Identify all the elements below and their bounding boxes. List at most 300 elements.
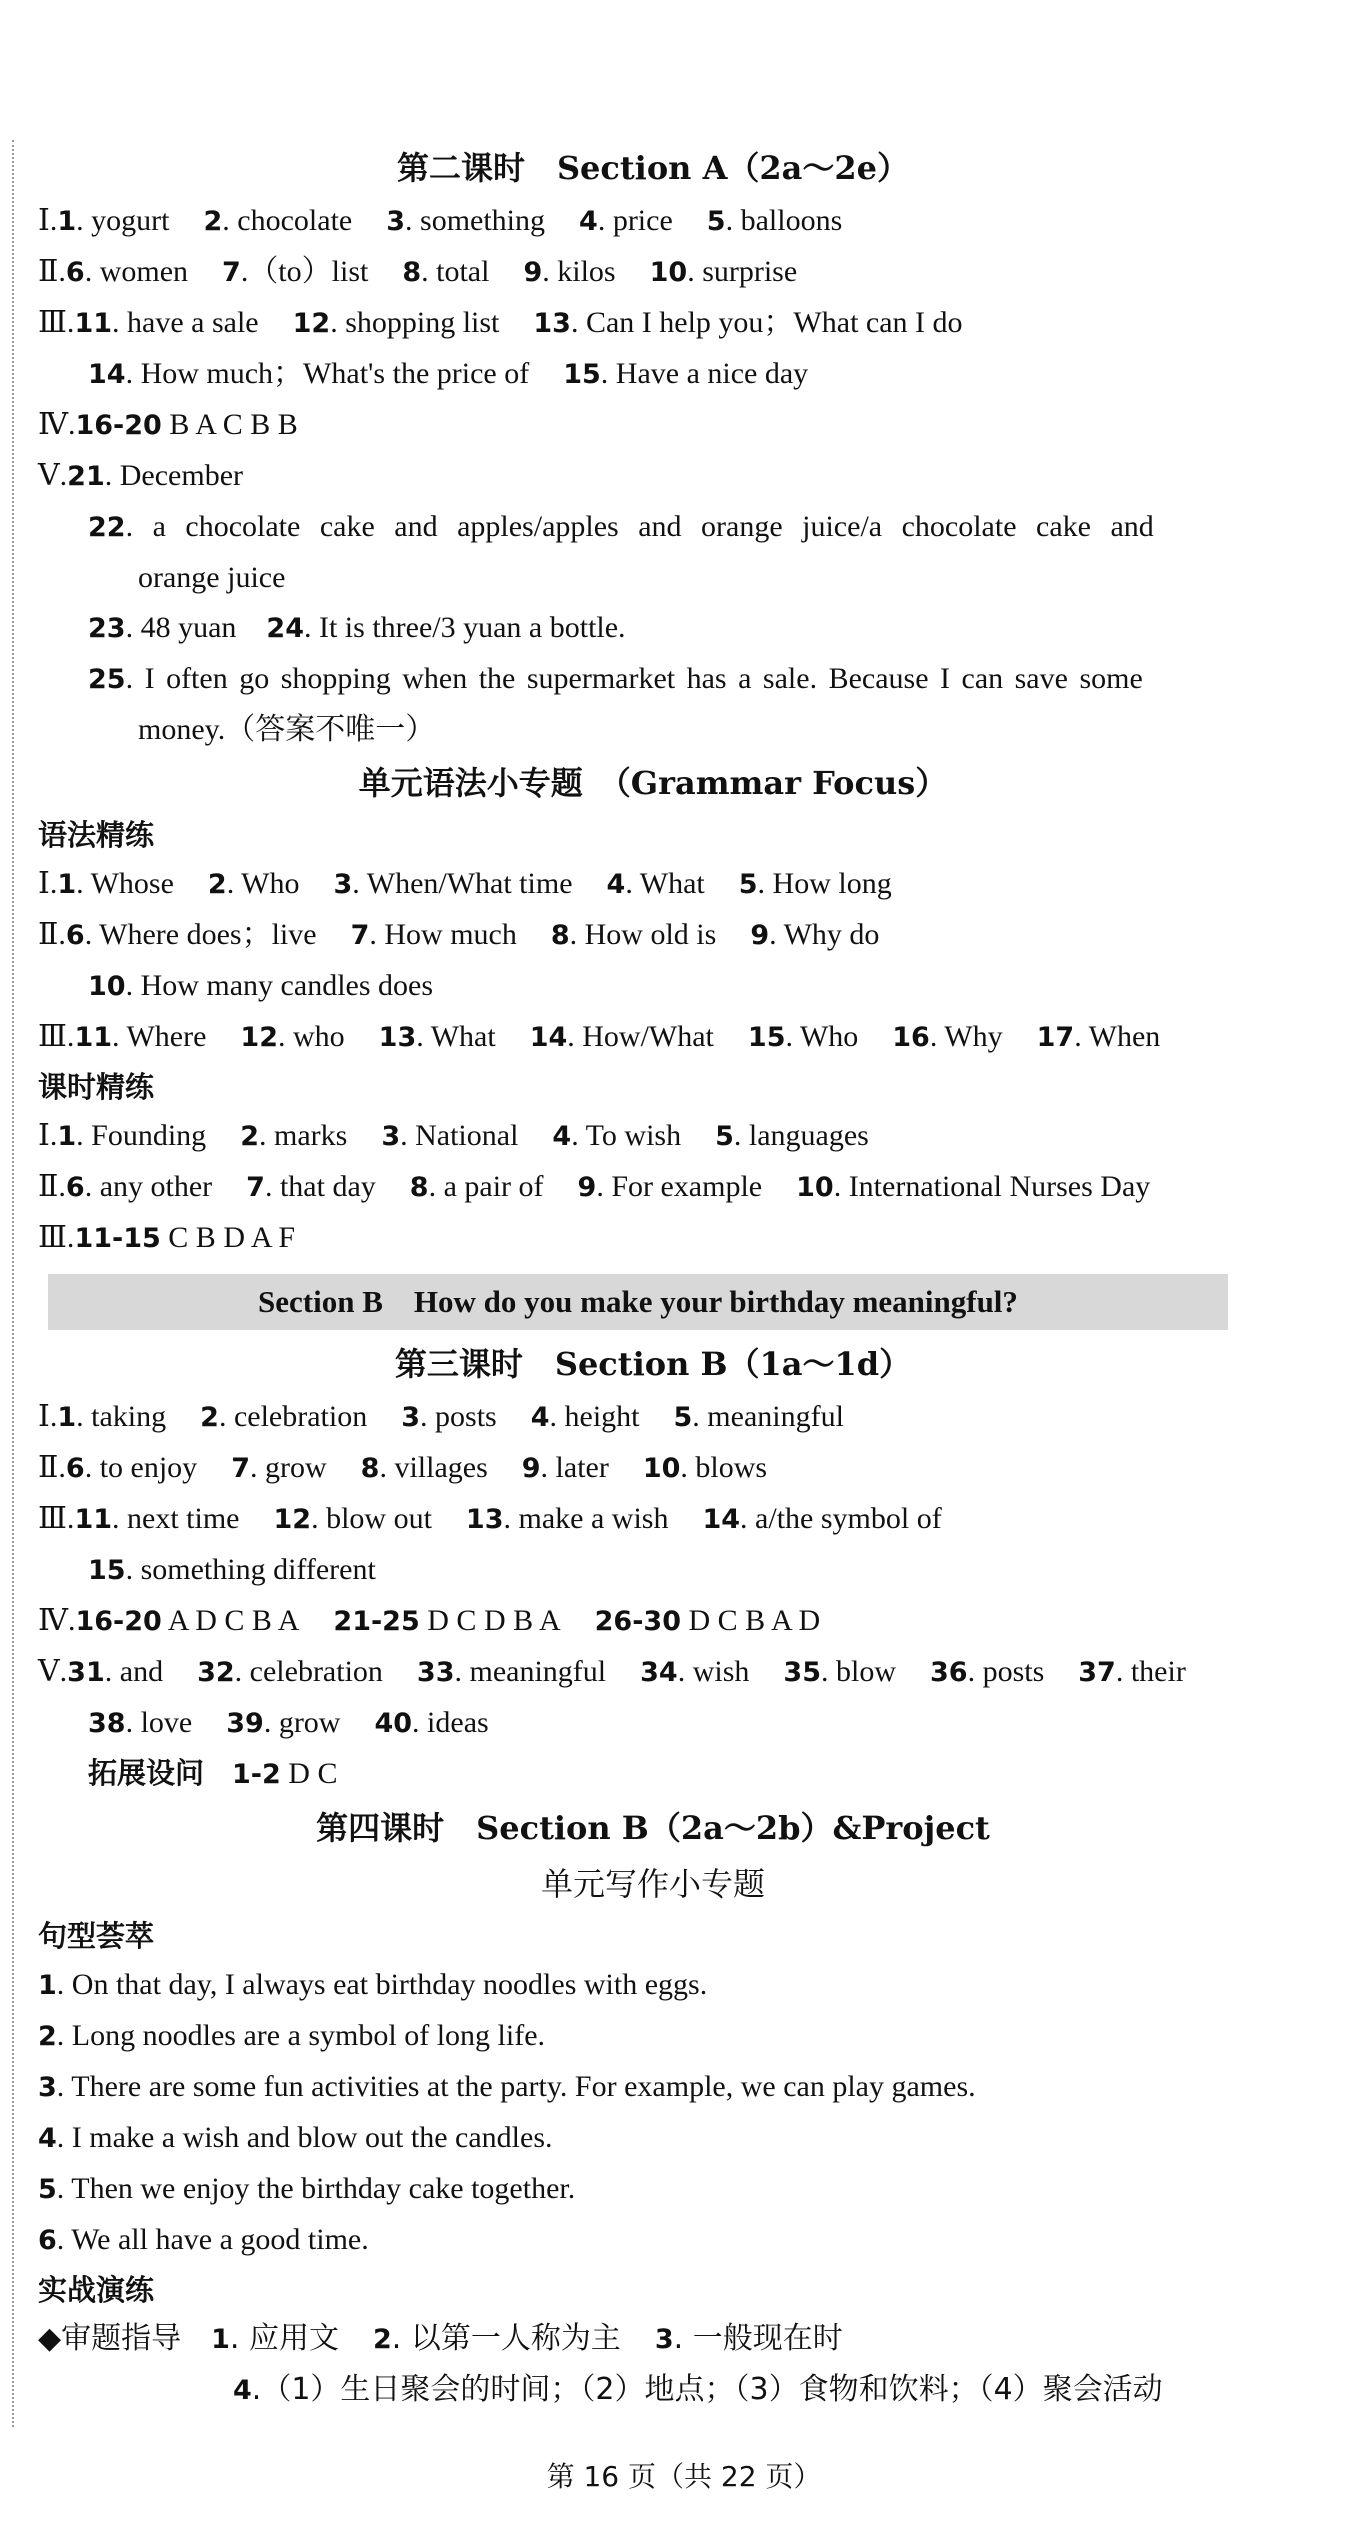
answer-text: . wish bbox=[677, 1655, 750, 1688]
question-number: 5 bbox=[673, 1402, 693, 1433]
question-number: 1 bbox=[38, 1970, 57, 2001]
question-number: 12 bbox=[292, 308, 331, 339]
answer-item bbox=[379, 1020, 496, 1053]
guide-items bbox=[211, 2321, 877, 2356]
answer-item bbox=[707, 204, 842, 237]
answer-text: .（1）生日聚会的时间；（2）地点；（3）食物和饮料；（4）聚会活动 bbox=[251, 2372, 1163, 2407]
answer-line bbox=[38, 961, 1268, 1012]
question-number: 9 bbox=[523, 257, 543, 288]
answer-text: . It is three/3 yuan a bottle. bbox=[303, 611, 626, 644]
answer-text: . 应用文 bbox=[229, 2321, 339, 2356]
answer-item bbox=[75, 1604, 299, 1637]
answer-item bbox=[74, 306, 258, 339]
answer-text: . International Nurses Day bbox=[833, 1170, 1151, 1203]
answer-text: . celebration bbox=[218, 1400, 368, 1433]
answer-text: . What bbox=[416, 1020, 496, 1053]
answer-line bbox=[38, 400, 1268, 451]
answer-item bbox=[74, 1020, 206, 1053]
answer-item bbox=[67, 459, 243, 492]
answer-text: . grow bbox=[249, 1451, 327, 1484]
question-number: 32 bbox=[197, 1657, 235, 1688]
guide-label: ◆审题指导 bbox=[38, 2321, 182, 2356]
answer-text: . a/the symbol of bbox=[740, 1502, 942, 1535]
sentence-item bbox=[38, 2062, 1268, 2113]
guide-line bbox=[38, 2365, 1268, 2416]
question-number: 2 bbox=[38, 2021, 57, 2052]
question-number: 2 bbox=[207, 869, 227, 900]
answer-text: . ideas bbox=[412, 1706, 489, 1739]
question-number: 1 bbox=[57, 1121, 77, 1152]
question-number: 13 bbox=[533, 308, 571, 339]
question-number: 3 bbox=[333, 869, 353, 900]
grammar-practice-heading: 语法精练 bbox=[38, 818, 155, 852]
answer-text: . How much；What's the price of bbox=[125, 357, 530, 390]
question-number: 14 bbox=[702, 1504, 741, 1535]
question-number: 24 bbox=[266, 613, 304, 644]
question-number: 39 bbox=[226, 1708, 264, 1739]
sentence-item bbox=[38, 2215, 1268, 2266]
question-number: 14 bbox=[529, 1022, 568, 1053]
question-number: 1 bbox=[211, 2324, 230, 2355]
question-number: 15 bbox=[88, 1555, 126, 1586]
question-number: 3 bbox=[38, 2072, 57, 2103]
answer-text: . celebration bbox=[234, 1655, 383, 1688]
sentence-patterns-heading: 句型荟萃 bbox=[38, 1919, 155, 1953]
answer-text: . have a sale bbox=[112, 306, 259, 339]
answer-item bbox=[88, 1706, 192, 1739]
question-number: 38 bbox=[88, 1708, 126, 1739]
question-number: 3 bbox=[386, 206, 406, 237]
answer-item bbox=[88, 969, 433, 1002]
answer-item bbox=[293, 306, 500, 339]
answer-text: . next time bbox=[112, 1502, 240, 1535]
lesson3-answers bbox=[38, 1392, 1268, 1749]
answer-item bbox=[203, 204, 352, 237]
answer-item bbox=[66, 918, 317, 951]
sentence-item bbox=[38, 2164, 1268, 2215]
answer-text: . any other bbox=[84, 1170, 213, 1203]
answer-text: C B D A F bbox=[160, 1221, 296, 1254]
answer-text: A D C B A bbox=[161, 1604, 300, 1637]
question-number: 21-25 bbox=[333, 1606, 420, 1637]
answer-item bbox=[643, 1451, 767, 1484]
answer-text: . height bbox=[549, 1400, 640, 1433]
answer-item bbox=[74, 1221, 295, 1254]
question-number: 33 bbox=[416, 1657, 455, 1688]
answer-item bbox=[226, 1706, 340, 1739]
answer-item bbox=[522, 1451, 609, 1484]
question-number: 25 bbox=[88, 664, 126, 695]
roman-numeral: Ⅰ. bbox=[38, 1400, 58, 1433]
answer-item bbox=[66, 255, 188, 288]
answer-text: . meaningful bbox=[454, 1655, 607, 1688]
answer-item bbox=[783, 1655, 896, 1688]
question-number: 15 bbox=[747, 1022, 786, 1053]
sentence-patterns bbox=[38, 1960, 1268, 2266]
answer-line bbox=[38, 1494, 1268, 1545]
answer-text: . taking bbox=[76, 1400, 167, 1433]
answer-item bbox=[640, 1655, 749, 1688]
answer-item bbox=[374, 1706, 488, 1739]
question-number: 8 bbox=[360, 1453, 380, 1484]
roman-numeral: Ⅴ. bbox=[38, 1655, 68, 1688]
answer-item bbox=[208, 867, 300, 900]
writing-topic-title: 单元写作小专题 bbox=[540, 1865, 765, 1903]
answer-line bbox=[38, 1596, 1268, 1647]
question-number: 6 bbox=[65, 920, 85, 951]
answer-item bbox=[57, 867, 174, 900]
question-number: 10 bbox=[642, 1453, 681, 1484]
question-number: 6 bbox=[65, 1172, 85, 1203]
answer-item bbox=[75, 408, 297, 441]
sentence-item bbox=[38, 2113, 1268, 2164]
grammar-title: 单元语法小专题 （Grammar Focus） bbox=[358, 764, 948, 802]
answer-line bbox=[38, 451, 1268, 502]
answer-item bbox=[748, 1020, 858, 1053]
question-number: 7 bbox=[231, 1453, 250, 1484]
answer-text: . December bbox=[104, 459, 244, 492]
answer-item bbox=[563, 357, 808, 390]
answer-text: . kilos bbox=[542, 255, 616, 288]
sentence-text: . There are some fun activities at the party. For example, we can play games. bbox=[56, 2070, 976, 2103]
answer-text: . Why bbox=[929, 1020, 1003, 1053]
answer-line bbox=[38, 1162, 1268, 1213]
answer-text: . that day bbox=[264, 1170, 376, 1203]
answer-item bbox=[530, 1020, 714, 1053]
answer-item bbox=[579, 204, 673, 237]
answer-text: . How much bbox=[369, 918, 517, 951]
answer-item bbox=[930, 1655, 1044, 1688]
answer-text: . Founding bbox=[76, 1119, 207, 1152]
guide-item bbox=[655, 2321, 843, 2356]
answer-item bbox=[1037, 1020, 1161, 1053]
roman-numeral: Ⅲ. bbox=[38, 1020, 75, 1053]
answer-text: . blow out bbox=[311, 1502, 432, 1535]
answer-item bbox=[892, 1020, 1002, 1053]
question-number: 35 bbox=[783, 1657, 821, 1688]
roman-numeral: Ⅳ. bbox=[38, 1604, 76, 1637]
answer-line-continued: money.（答案不唯一） bbox=[138, 713, 436, 746]
answer-text: . villages bbox=[379, 1451, 488, 1484]
answer-text: . How many candles does bbox=[125, 969, 434, 1002]
question-number: 11 bbox=[74, 308, 113, 339]
answer-item bbox=[200, 1400, 367, 1433]
lesson3-title: 第三课时 Section B（1a～1d） bbox=[394, 1345, 912, 1383]
answer-item bbox=[386, 204, 545, 237]
answer-text: . yogurt bbox=[76, 204, 170, 237]
answer-text: B A C B B bbox=[161, 408, 298, 441]
sentence-text: . On that day, I always eat birthday noodles with eggs. bbox=[56, 1968, 708, 2001]
answer-item bbox=[222, 255, 368, 288]
question-number: 3 bbox=[654, 2324, 674, 2355]
answer-text: . Why do bbox=[769, 918, 880, 951]
question-number: 16-20 bbox=[75, 1606, 162, 1637]
answer-text: . For example bbox=[596, 1170, 763, 1203]
answer-line bbox=[38, 603, 1268, 654]
question-number: 9 bbox=[577, 1172, 597, 1203]
answer-text: . I often go shopping when the supermarket has a sale. Because I can save some bbox=[125, 662, 1143, 695]
answer-item bbox=[702, 1502, 941, 1535]
answer-text: D C bbox=[280, 1757, 338, 1790]
sentence-text: . I make a wish and blow out the candles. bbox=[56, 2121, 553, 2154]
answer-line bbox=[38, 298, 1268, 349]
question-number: 10 bbox=[796, 1172, 834, 1203]
guide-item bbox=[373, 2321, 621, 2356]
question-number: 2 bbox=[372, 2324, 392, 2355]
answer-text: . marks bbox=[258, 1119, 348, 1152]
sentence-item bbox=[38, 1960, 1268, 2011]
answer-item bbox=[796, 1170, 1150, 1203]
question-number: 2 bbox=[203, 206, 223, 237]
answer-item bbox=[231, 1451, 326, 1484]
answer-line bbox=[38, 502, 1268, 553]
question-number: 11 bbox=[74, 1504, 113, 1535]
question-number: 1-2 bbox=[232, 1759, 281, 1790]
extension-line bbox=[38, 1749, 1268, 1800]
answer-item bbox=[750, 918, 879, 951]
question-number: 7 bbox=[222, 257, 241, 288]
answer-item bbox=[240, 1020, 344, 1053]
answer-item bbox=[607, 867, 705, 900]
question-number: 10 bbox=[649, 257, 688, 288]
answer-text: . To wish bbox=[571, 1119, 682, 1152]
question-number: 40 bbox=[374, 1708, 413, 1739]
sentence-text: . We all have a good time. bbox=[56, 2223, 369, 2256]
answer-text: . Who bbox=[226, 867, 300, 900]
answer-item bbox=[67, 1655, 163, 1688]
answer-text: . When bbox=[1074, 1020, 1161, 1053]
lesson-practice-answers bbox=[38, 1111, 1268, 1264]
question-number: 13 bbox=[465, 1504, 504, 1535]
question-number: 31 bbox=[67, 1657, 105, 1688]
answer-text: . total bbox=[421, 255, 490, 288]
answer-line bbox=[38, 1647, 1268, 1698]
answer-item bbox=[381, 1119, 518, 1152]
answer-text: . something different bbox=[125, 1553, 376, 1586]
answer-item bbox=[66, 1170, 212, 1203]
answer-text: . something bbox=[405, 204, 546, 237]
question-number: 16-20 bbox=[75, 410, 162, 441]
answer-item bbox=[57, 1400, 166, 1433]
roman-numeral: Ⅰ. bbox=[38, 1119, 58, 1152]
answer-line bbox=[38, 1392, 1268, 1443]
answer-item bbox=[57, 1119, 206, 1152]
question-number: 8 bbox=[402, 257, 422, 288]
answer-text: . and bbox=[104, 1655, 164, 1688]
answer-text: . surprise bbox=[687, 255, 798, 288]
question-number: 10 bbox=[88, 971, 126, 1002]
answer-item bbox=[650, 255, 798, 288]
roman-numeral: Ⅱ. bbox=[38, 1170, 66, 1203]
question-number: 4 bbox=[233, 2375, 252, 2406]
answer-text: . 以第一人称为主 bbox=[391, 2321, 621, 2356]
question-number: 5 bbox=[706, 206, 726, 237]
lesson2-title: 第二课时 Section A（2a～2e） bbox=[396, 149, 910, 187]
answer-text: . a pair of bbox=[428, 1170, 544, 1203]
answer-item bbox=[57, 204, 169, 237]
practice-heading: 实战演练 bbox=[38, 2273, 155, 2307]
answer-line bbox=[38, 910, 1268, 961]
answer-item bbox=[246, 1170, 376, 1203]
question-number: 5 bbox=[715, 1121, 734, 1152]
answer-text: .（to）list bbox=[240, 255, 369, 288]
question-number: 4 bbox=[38, 2123, 57, 2154]
lesson-practice-heading: 课时精练 bbox=[38, 1070, 155, 1104]
question-number: 15 bbox=[563, 359, 601, 390]
question-number: 2 bbox=[240, 1121, 259, 1152]
question-number: 26-30 bbox=[594, 1606, 681, 1637]
answer-text: . blows bbox=[680, 1451, 768, 1484]
page-content bbox=[38, 140, 1268, 2416]
question-number: 8 bbox=[550, 920, 570, 951]
question-number: 3 bbox=[401, 1402, 421, 1433]
answer-text: . their bbox=[1115, 1655, 1186, 1688]
roman-numeral: Ⅲ. bbox=[38, 1221, 75, 1254]
question-number: 5 bbox=[38, 2174, 57, 2205]
answer-item bbox=[1078, 1655, 1186, 1688]
answer-text: . grow bbox=[263, 1706, 341, 1739]
roman-numeral: Ⅱ. bbox=[38, 918, 66, 951]
roman-numeral: Ⅴ. bbox=[38, 459, 68, 492]
answer-text: . National bbox=[400, 1119, 519, 1152]
answer-item bbox=[402, 255, 489, 288]
answer-item bbox=[533, 306, 962, 339]
answer-item bbox=[531, 1400, 640, 1433]
answer-item bbox=[466, 1502, 669, 1535]
answer-line bbox=[38, 654, 1268, 705]
answer-text: . When/What time bbox=[352, 867, 573, 900]
answer-text: . Have a nice day bbox=[600, 357, 809, 390]
answer-text: . posts bbox=[420, 1400, 497, 1433]
answer-item bbox=[578, 1170, 763, 1203]
answer-line bbox=[38, 859, 1268, 910]
answer-line bbox=[38, 349, 1268, 400]
question-number: 1 bbox=[57, 869, 77, 900]
answer-item bbox=[74, 1502, 239, 1535]
answer-item bbox=[351, 918, 517, 951]
question-number: 6 bbox=[65, 257, 85, 288]
answer-line-continued: orange juice bbox=[138, 561, 286, 594]
roman-numeral: Ⅱ. bbox=[38, 255, 66, 288]
roman-numeral: Ⅱ. bbox=[38, 1451, 66, 1484]
question-number: 1 bbox=[57, 206, 77, 237]
answer-text: . How long bbox=[757, 867, 892, 900]
answer-line bbox=[38, 1012, 1268, 1063]
section-b-banner: Section B How do you make your birthday meaningful? bbox=[48, 1274, 1228, 1330]
answer-text: . Where bbox=[112, 1020, 207, 1053]
sentence-item bbox=[38, 2011, 1268, 2062]
answer-item bbox=[66, 1451, 197, 1484]
answer-text: . Whose bbox=[76, 867, 174, 900]
answer-text: . blow bbox=[820, 1655, 896, 1688]
guide-line bbox=[38, 2314, 1268, 2365]
answer-line bbox=[38, 1443, 1268, 1494]
guide-item bbox=[211, 2321, 339, 2356]
answer-item bbox=[361, 1451, 488, 1484]
question-number: 4 bbox=[530, 1402, 550, 1433]
answer-text: . 48 yuan bbox=[125, 611, 237, 644]
question-number: 7 bbox=[350, 920, 370, 951]
roman-numeral: Ⅰ. bbox=[38, 867, 58, 900]
question-number: 5 bbox=[738, 869, 758, 900]
lesson4-title: 第四课时 Section B（2a～2b）&Project bbox=[316, 1809, 990, 1847]
answer-text: . chocolate bbox=[222, 204, 353, 237]
answer-text: . to enjoy bbox=[84, 1451, 198, 1484]
answer-text: . Who bbox=[785, 1020, 859, 1053]
answer-item bbox=[88, 1553, 376, 1586]
answer-item bbox=[523, 255, 615, 288]
answer-text: . posts bbox=[967, 1655, 1045, 1688]
question-number: 13 bbox=[378, 1022, 417, 1053]
grammar-practice-answers bbox=[38, 859, 1268, 1063]
question-number: 4 bbox=[606, 869, 626, 900]
answer-text: . How/What bbox=[567, 1020, 714, 1053]
roman-numeral: Ⅰ. bbox=[38, 204, 58, 237]
answer-text: . meaningful bbox=[692, 1400, 844, 1433]
question-number: 37 bbox=[1078, 1657, 1116, 1688]
answer-item bbox=[401, 1400, 496, 1433]
question-number: 34 bbox=[640, 1657, 678, 1688]
answer-line bbox=[38, 196, 1268, 247]
answer-text: . Where does；live bbox=[84, 918, 317, 951]
answer-text: . women bbox=[84, 255, 189, 288]
question-number: 8 bbox=[409, 1172, 429, 1203]
answer-item bbox=[551, 918, 716, 951]
question-number: 11-15 bbox=[74, 1223, 161, 1254]
binding-margin-line bbox=[12, 140, 14, 2427]
question-number: 14 bbox=[88, 359, 126, 390]
question-number: 7 bbox=[246, 1172, 265, 1203]
answer-item bbox=[334, 867, 573, 900]
answer-item bbox=[595, 1604, 821, 1637]
answer-item bbox=[333, 1604, 560, 1637]
answer-item bbox=[197, 1655, 383, 1688]
answer-item bbox=[410, 1170, 544, 1203]
answer-item bbox=[552, 1119, 681, 1152]
answer-item bbox=[417, 1655, 606, 1688]
lesson2-answers bbox=[38, 196, 1268, 502]
question-number: 21 bbox=[67, 461, 105, 492]
question-number: 36 bbox=[929, 1657, 968, 1688]
extension-label: 拓展设问 bbox=[88, 1756, 205, 1790]
answer-text: . make a wish bbox=[503, 1502, 669, 1535]
answer-item bbox=[739, 867, 892, 900]
answer-text: D C B A D bbox=[680, 1604, 821, 1637]
answer-line bbox=[38, 247, 1268, 298]
answer-text: . later bbox=[540, 1451, 609, 1484]
question-number: 1 bbox=[57, 1402, 77, 1433]
answer-text: . languages bbox=[733, 1119, 869, 1152]
answer-text: . How old is bbox=[569, 918, 717, 951]
answer-item bbox=[274, 1502, 432, 1535]
answer-text: D C D B A bbox=[419, 1604, 561, 1637]
answer-text: . 一般现在时 bbox=[673, 2321, 843, 2356]
question-number: 11 bbox=[74, 1022, 113, 1053]
answer-text: . a chocolate cake and apples/apples and orange juice/a chocolate cake and bbox=[125, 510, 1154, 543]
answer-item bbox=[674, 1400, 844, 1433]
answer-text: . price bbox=[597, 204, 673, 237]
answer-item bbox=[240, 1119, 347, 1152]
question-number: 12 bbox=[240, 1022, 278, 1053]
question-number: 6 bbox=[65, 1453, 85, 1484]
answer-text: . who bbox=[278, 1020, 345, 1053]
question-number: 22 bbox=[88, 512, 126, 543]
answer-line bbox=[38, 1545, 1268, 1596]
answer-text: . love bbox=[125, 1706, 193, 1739]
answer-text: . Can I help you；What can I do bbox=[570, 306, 963, 339]
answer-line bbox=[38, 1698, 1268, 1749]
answer-text: . What bbox=[625, 867, 705, 900]
